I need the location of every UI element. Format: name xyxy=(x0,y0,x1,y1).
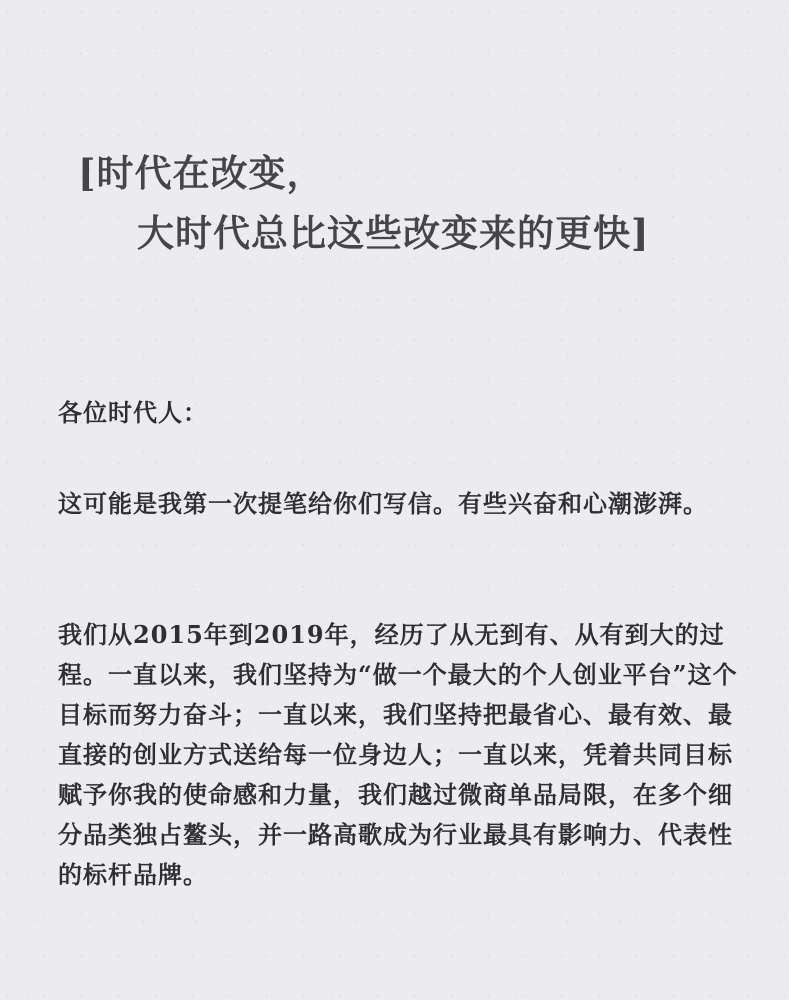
salutation: 各位时代人： xyxy=(58,398,208,427)
paragraph-1: 这可能是我第一次提笔给你们写信。有些兴奋和心潮澎湃。 xyxy=(58,489,708,518)
title-line-1: [时代在改变， xyxy=(78,151,325,195)
title-line-2: 大时代总比这些改变来的更快] xyxy=(137,211,650,255)
paragraph-2: 我们从2015年到2019年，经历了从无到有、从有到大的过程。一直以来，我们坚持为“做一个最大的个人创业平台”这个目标而努力奋斗；一直以来，我们坚持把最省心、最有效、最直接的创业方式送给每一位身边人；一直以来，凭着共同目标赋予你我的使命感和力量，我们越过微商单品局限，在多个细分品类独占鳌头，并一路高歌成为行业最具有影响力、代表性的标杆品牌。 xyxy=(58,620,738,889)
